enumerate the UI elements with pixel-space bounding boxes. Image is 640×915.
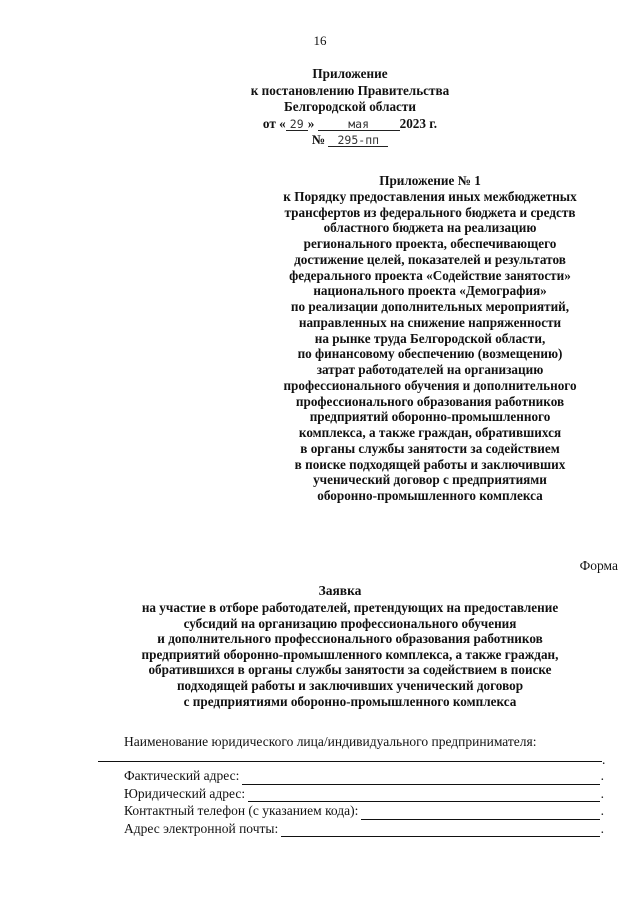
- appendix-1-line: на рынке труда Белгородской области,: [314, 330, 546, 346]
- actual-address-input-line[interactable]: [242, 772, 599, 785]
- appendix-1-line: к Порядку предоставления иных межбюджетных: [283, 188, 577, 204]
- legal-name-input-line[interactable]: [98, 760, 602, 762]
- appendix-1-line: ученический договор с предприятиями: [313, 472, 547, 488]
- date-mid: »: [307, 115, 315, 131]
- appendix-1-line: достижение целей, показателей и результатов: [294, 251, 566, 267]
- page-number: 16: [313, 33, 327, 48]
- application-line: обратившихся в органы службы занятости за содействием в поиске: [148, 662, 552, 678]
- email-label: Адрес электронной почты:: [124, 820, 279, 836]
- email-input-line[interactable]: [281, 824, 599, 837]
- date-month: мая: [318, 118, 400, 131]
- legal-name-end-dot: .: [602, 752, 606, 767]
- application-title: Заявка: [318, 583, 362, 598]
- appendix-1-line: по финансовому обеспечению (возмещению): [297, 346, 563, 362]
- appendix-1-line: затрат работодателей на организацию: [316, 362, 544, 377]
- legal-name-field[interactable]: [124, 733, 604, 751]
- appendix-1-line: национального проекта «Демография»: [313, 283, 547, 299]
- application-line: на участие в отборе работодателей, претендующих на предоставление: [141, 600, 559, 615]
- phone-label: Контактный телефон (с указанием кода):: [124, 803, 359, 818]
- appendix-number: [200, 132, 500, 149]
- phone-input-line[interactable]: [361, 807, 599, 820]
- application-subtitle: [70, 600, 630, 709]
- appendix-1-line: профессионального образования работников: [295, 393, 565, 409]
- appendix-title: Приложение: [312, 66, 388, 81]
- appendix-1-line: в поиске подходящей работы и заключивших: [294, 456, 566, 472]
- legal-name-label: Наименование юридического лица/индивидуального предпринимателя:: [124, 734, 537, 749]
- appendix-line-3: Белгородской области: [284, 99, 416, 114]
- appendix-line-2: к постановлению Правительства: [250, 82, 450, 98]
- appendix-1-line: по реализации дополнительных мероприятий,: [290, 299, 570, 314]
- appendix-1-line: профессионального обучения и дополнительного: [283, 377, 577, 393]
- application-line: подходящей работы и заключивших ученический договор: [176, 677, 524, 693]
- appendix-header: [200, 66, 500, 149]
- appendix-1-line: в органы службы занятости за содействием: [300, 440, 560, 456]
- application-line: с предприятиями оборонно-промышленного комплекса: [183, 693, 517, 709]
- legal-address-label: Юридический адрес:: [124, 785, 246, 801]
- form-label: Форма: [579, 558, 618, 573]
- email-field[interactable]: [124, 820, 604, 838]
- actual-address-end-dot: .: [600, 768, 604, 783]
- legal-address-end-dot: .: [600, 785, 604, 801]
- application-line: и дополнительного профессионального образования работников: [157, 631, 543, 647]
- number-prefix: №: [311, 132, 325, 147]
- phone-field[interactable]: [124, 802, 604, 820]
- actual-address-label: Фактический адрес:: [124, 768, 240, 783]
- appendix-date: [200, 116, 500, 133]
- application-fields-lower: [124, 767, 604, 837]
- appendix-1-line: регионального проекта, обеспечивающего: [303, 236, 557, 251]
- appendix-1-line: направленных на снижение напряженности: [298, 314, 562, 330]
- date-day: 29: [286, 118, 308, 131]
- appendix-1-line: областного бюджета на реализацию: [323, 220, 537, 236]
- appendix-1-line: трансфертов из федерального бюджета и средств: [284, 204, 576, 220]
- legal-address-field[interactable]: [124, 785, 604, 803]
- appendix-1-line: предприятий оборонно-промышленного: [309, 409, 551, 425]
- application-fields: [124, 733, 604, 751]
- email-end-dot: .: [600, 820, 604, 836]
- actual-address-field[interactable]: [124, 767, 604, 785]
- application-line: предприятий оборонно-промышленного комплекса, а также граждан,: [141, 646, 559, 662]
- legal-address-input-line[interactable]: [248, 789, 600, 802]
- appendix-1-line: Приложение № 1: [379, 173, 481, 188]
- appendix-1-line: комплекса, а также граждан, обратившихся: [298, 425, 562, 440]
- application-line: субсидий на организацию профессионального обучения: [183, 615, 517, 631]
- phone-end-dot: .: [600, 803, 604, 818]
- appendix-1-line: федерального проекта «Содействие занятости»: [289, 267, 571, 283]
- appendix-1-header: [260, 173, 600, 504]
- appendix-1-line: оборонно-промышленного комплекса: [317, 488, 543, 503]
- date-year: 2023 г.: [399, 115, 438, 131]
- date-prefix: от «: [262, 115, 286, 131]
- document-number: 295-пп: [328, 134, 388, 147]
